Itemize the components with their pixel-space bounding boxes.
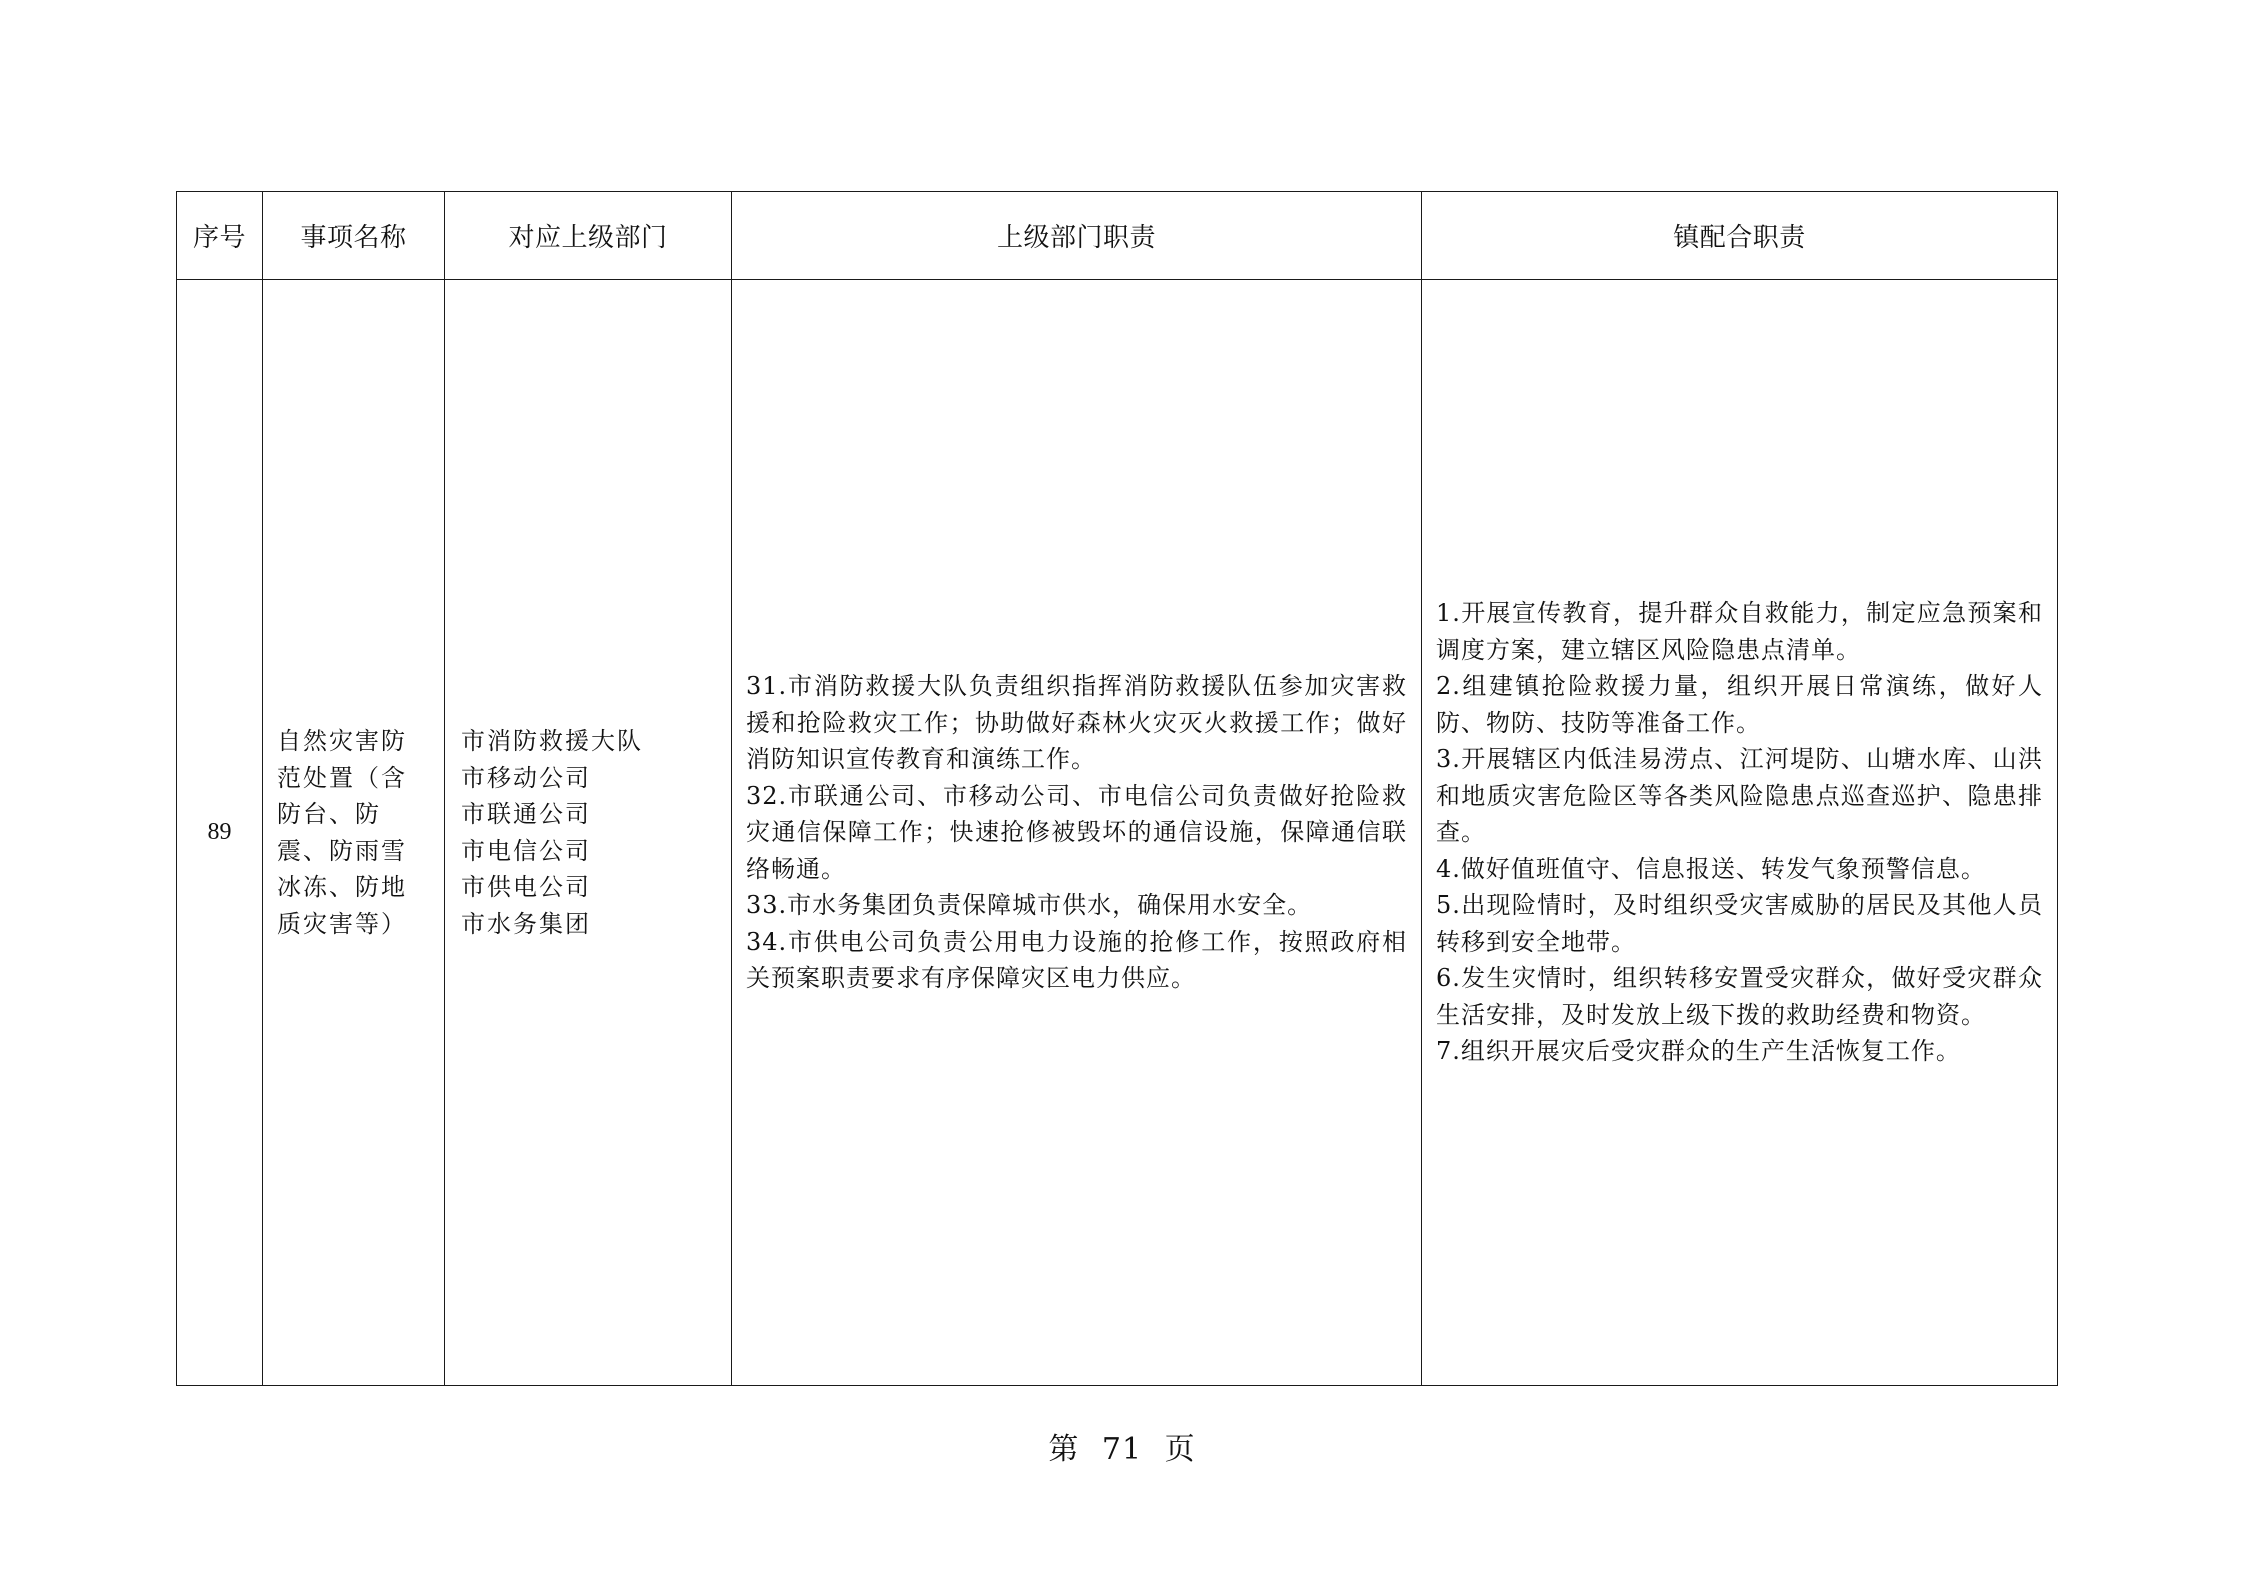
town-duty-item: 6.发生灾情时，组织转移安置受灾群众，做好受灾群众生活安排，及时发放上级下拨的救助经费和物资。	[1436, 964, 2043, 1029]
department-cell	[445, 280, 732, 1386]
superior-duties-cell	[732, 280, 1422, 1386]
page-suffix: 页	[1164, 1432, 1196, 1467]
department-item: 市电信公司	[461, 836, 591, 865]
page-number-footer	[0, 1424, 2244, 1468]
town-duties-cell	[1422, 280, 2058, 1386]
town-duty-item: 5.出现险情时，及时组织受灾害威胁的居民及其他人员转移到安全地带。	[1436, 891, 2043, 956]
header-no: 序号	[177, 192, 263, 280]
header-town-duties: 镇配合职责	[1422, 192, 2058, 280]
item-name: 自然灾害防范处置（含防台、防震、防雨雪冰冻、防地质灾害等）	[277, 727, 407, 938]
page-prefix: 第	[1048, 1432, 1080, 1467]
department-item: 市消防救援大队	[461, 727, 643, 755]
header-superior-duties: 上级部门职责	[732, 192, 1422, 280]
table-header-row	[177, 192, 2058, 280]
superior-duty-item: 31.市消防救援大队负责组织指挥消防救援队伍参加灾害救援和抢险救灾工作；协助做好森林火灾灭火救援工作；做好消防知识宣传教育和演练工作。	[746, 672, 1407, 774]
superior-duty-item: 33.市水务集团负责保障城市供水，确保用水安全。	[746, 891, 1313, 920]
town-duty-item: 7.组织开展灾后受灾群众的生产生活恢复工作。	[1436, 1037, 1961, 1066]
item-name-cell	[263, 280, 445, 1386]
town-duty-item: 1.开展宣传教育，提升群众自救能力，制定应急预案和调度方案，建立辖区风险隐患点清单。	[1436, 599, 2043, 664]
superior-duty-item: 34.市供电公司负责公用电力设施的抢修工作，按照政府相关预案职责要求有序保障灾区电力供应。	[746, 927, 1407, 993]
header-item-name: 事项名称	[263, 192, 445, 280]
department-item: 市供电公司	[461, 873, 591, 901]
row-number: 89	[177, 280, 263, 1386]
department-item: 市联通公司	[461, 800, 591, 828]
department-item: 市水务集团	[461, 909, 591, 938]
header-department: 对应上级部门	[445, 192, 732, 280]
page-number: 71	[1101, 1432, 1143, 1467]
department-item: 市移动公司	[461, 763, 591, 792]
town-duty-item: 2.组建镇抢险救援力量，组织开展日常演练，做好人防、物防、技防等准备工作。	[1436, 672, 2043, 737]
superior-duty-item: 32.市联通公司、市移动公司、市电信公司负责做好抢险救灾通信保障工作；快速抢修被毁坏的通信设施，保障通信联络畅通。	[746, 781, 1407, 883]
table-row	[177, 280, 2058, 1386]
town-duty-item: 3.开展辖区内低洼易涝点、江河堤防、山塘水库、山洪和地质灾害危险区等各类风险隐患点巡查巡护、隐患排查。	[1436, 745, 2043, 847]
duty-table	[176, 191, 2058, 1386]
town-duty-item: 4.做好值班值守、信息报送、转发气象预警信息。	[1436, 854, 1986, 883]
